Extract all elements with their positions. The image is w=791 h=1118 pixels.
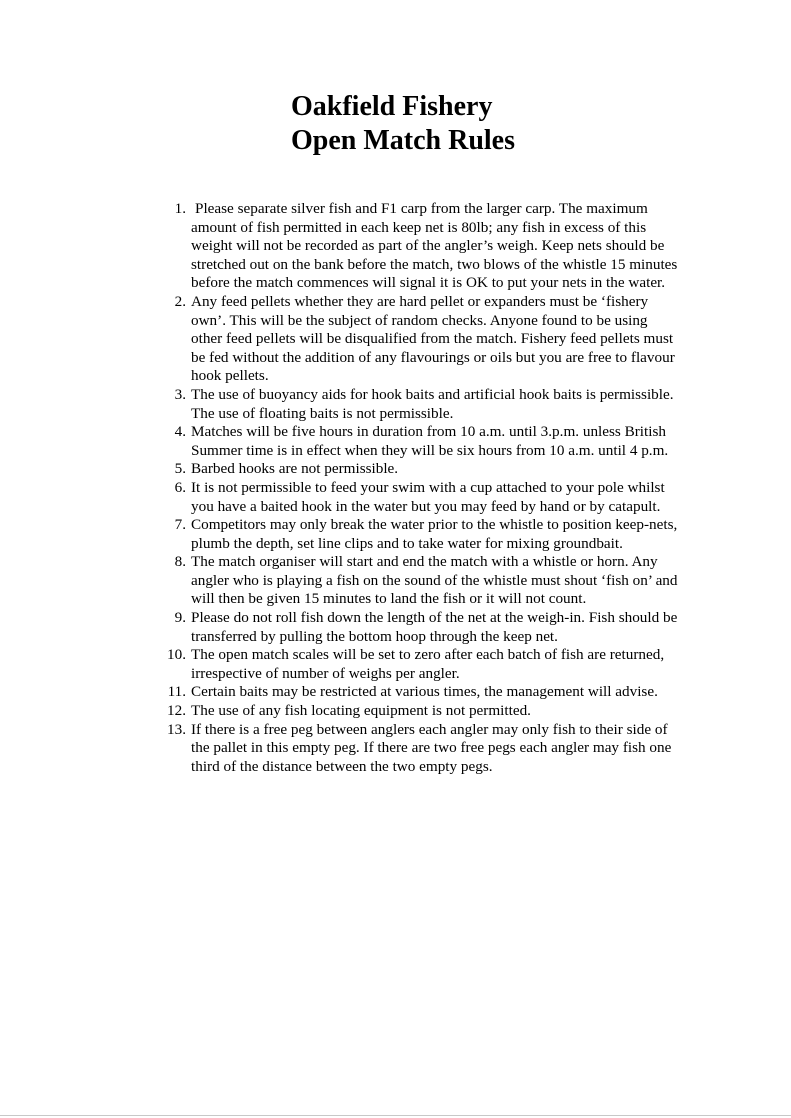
rule-number: 13. — [167, 720, 186, 738]
rule-text: Barbed hooks are not permissible. — [191, 460, 399, 478]
rule-text: Please separate silver fish and F1 carp from the larger carp. The maximum amount of fish permitted in each keep net is 80lb; any fish in excess of this weight will not be recorded as part of the angler’s weigh. Keep nets should be stretched out on the bank before the match, two blows of the whistle 15 minutes before the match commences will signal it is OK to put your nets in the water. — [191, 200, 678, 292]
rule-number: 5. — [174, 460, 186, 478]
page-bottom-divider — [0, 1115, 791, 1116]
rule-number: 8. — [174, 553, 186, 571]
rule-item — [160, 516, 680, 553]
rule-text: It is not permissible to feed your swim with a cup attached to your pole whilst you have a baited hook in the water but you may feed by hand or by catapult. — [191, 478, 665, 515]
rule-text: The use of buoyancy aids for hook baits and artificial hook baits is permissible. The use of floating baits is not permissible. — [191, 385, 674, 422]
rule-item — [160, 609, 680, 646]
rule-number: 7. — [174, 516, 186, 534]
rule-text: The use of any fish locating equipment is not permitted. — [191, 702, 531, 720]
rule-number: 10. — [167, 646, 186, 664]
rule-item — [160, 721, 680, 777]
rule-text: If there is a free peg between anglers each angler may only fish to their side of the pallet in this empty peg. If there are two free pegs each angler may fish one third of the distance between the two empty pegs. — [191, 720, 672, 775]
rule-number: 12. — [167, 702, 186, 720]
rule-item — [160, 423, 680, 460]
rule-item — [160, 200, 680, 293]
rule-number: 6. — [174, 478, 186, 496]
rule-number: 9. — [174, 609, 186, 627]
rule-text: Matches will be five hours in duration from 10 a.m. until 3.p.m. unless British Summer time is in effect when they will be six hours from 10 a.m. until 4 p.m. — [191, 423, 669, 459]
rule-number: 2. — [174, 292, 186, 310]
rule-item — [160, 386, 680, 423]
rule-item — [160, 460, 680, 479]
rules-list — [160, 200, 680, 776]
rule-item — [160, 479, 680, 516]
rule-number: 4. — [174, 423, 186, 441]
rule-number: 1. — [174, 200, 186, 217]
document-title: Oakfield Fishery — [291, 91, 493, 122]
rule-text: Competitors may only break the water prior to the whistle to position keep-nets, plumb the depth, set line clips and to take water for mixing groundbait. — [191, 516, 678, 552]
rule-item — [160, 553, 680, 609]
rule-item — [160, 702, 680, 721]
rule-text: Certain baits may be restricted at various times, the management will advise. — [191, 683, 658, 701]
rule-text: Please do not roll fish down the length of the net at the weigh-in. Fish should be transferred by pulling the bottom hoop through the keep net. — [191, 609, 678, 645]
rule-text: The open match scales will be set to zero after each batch of fish are returned, irrespective of number of weighs per angler. — [191, 646, 665, 682]
rule-text: Any feed pellets whether they are hard pellet or expanders must be ‘fishery own’. This will be the subject of random checks. Anyone found to be using other feed pellets will be disqualified from the match. Fishery feed pellets must be fed without the addition of any flavourings or oils but you are free to flavour hook pellets. — [191, 292, 675, 385]
rule-item — [160, 683, 680, 702]
rule-item — [160, 646, 680, 683]
rule-text: The match organiser will start and end the match with a whistle or horn. Any angler who is playing a fish on the sound of the whistle must shout ‘fish on’ and will then be given 15 minutes to land the fish or it will not count. — [191, 553, 678, 608]
rule-item — [160, 293, 680, 386]
rule-number: 3. — [174, 385, 186, 403]
rule-number: 11. — [167, 683, 186, 701]
title-block — [291, 90, 691, 158]
document-subtitle: Open Match Rules — [291, 125, 515, 156]
